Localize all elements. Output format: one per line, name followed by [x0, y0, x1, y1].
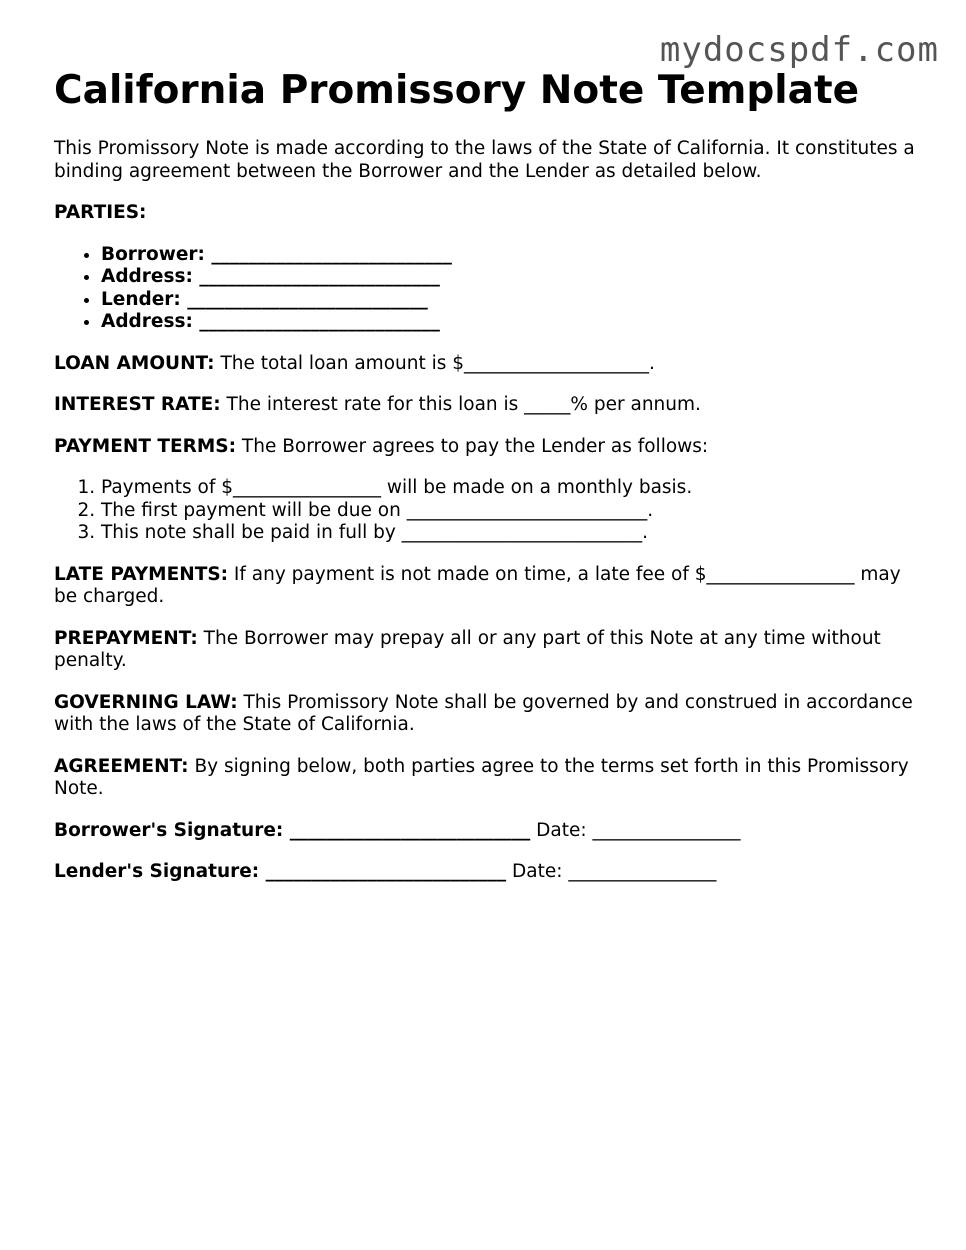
- party-borrower-address: • Address: __________________________: [101, 266, 924, 289]
- document-page: [54, 66, 924, 884]
- borrower-signature-line: [54, 820, 924, 843]
- borrower-signature-label: Borrower's Signature: __________________________: [54, 819, 531, 841]
- interest-rate-text: The interest rate for this loan is _____% per annum.: [220, 394, 701, 415]
- prepayment-section: [54, 628, 924, 673]
- loan-amount-label: LOAN AMOUNT:: [54, 352, 215, 374]
- parties-heading-label: PARTIES:: [54, 202, 147, 223]
- governing-law-section: [54, 692, 924, 737]
- interest-rate-label: INTEREST RATE:: [54, 394, 221, 415]
- prepayment-label: PREPAYMENT:: [54, 627, 198, 649]
- intro-paragraph: This Promissory Note is made according to the laws of the State of California. It constitutes a binding agreement between the Borrower and the Lender as detailed below.: [54, 138, 915, 182]
- late-payments-label: LATE PAYMENTS:: [54, 563, 229, 585]
- prepayment-text: The Borrower may prepay all or any part of this Note at any time without penalty.: [54, 627, 881, 671]
- party-borrower: • Borrower: __________________________: [101, 244, 924, 267]
- payment-terms-section: [54, 436, 924, 459]
- loan-amount-text: The total loan amount is $____________________.: [214, 352, 655, 374]
- payment-terms-label: PAYMENT TERMS:: [54, 435, 237, 457]
- parties-heading: [54, 202, 924, 225]
- lender-signature-line: [54, 861, 924, 884]
- payment-terms-text: The Borrower agrees to pay the Lender as follows:: [236, 435, 709, 457]
- payment-term-item: 2. The first payment will be due on __________________________.: [101, 500, 924, 523]
- lender-date: Date: ________________: [506, 861, 717, 882]
- interest-rate-section: [54, 394, 924, 417]
- watermark: mydocspdf.com: [659, 30, 939, 70]
- party-lender: • Lender: __________________________: [101, 289, 924, 312]
- loan-amount-section: [54, 353, 924, 376]
- borrower-date: Date: ________________: [530, 819, 741, 841]
- agreement-section: [54, 756, 924, 801]
- payment-terms-list: [54, 477, 924, 545]
- document-title: California Promissory Note Template: [54, 68, 860, 113]
- governing-law-text: This Promissory Note shall be governed by and construed in accordance with the laws of the State of California.: [54, 691, 913, 735]
- payment-term-item: 3. This note shall be paid in full by __________________________.: [101, 522, 924, 545]
- agreement-label: AGREEMENT:: [54, 755, 189, 777]
- payment-term-item: 1. Payments of $________________ will be made on a monthly basis.: [101, 477, 924, 500]
- late-payments-text: If any payment is not made on time, a late fee of $________________ may be charged.: [54, 563, 901, 607]
- lender-signature-label: Lender's Signature: __________________________: [54, 861, 507, 882]
- late-payments-section: [54, 564, 924, 609]
- party-lender-address: • Address: __________________________: [101, 311, 924, 334]
- parties-list: [54, 244, 924, 334]
- agreement-text: By signing below, both parties agree to the terms set forth in this Promissory Note.: [54, 755, 909, 799]
- governing-law-label: GOVERNING LAW:: [54, 691, 238, 713]
